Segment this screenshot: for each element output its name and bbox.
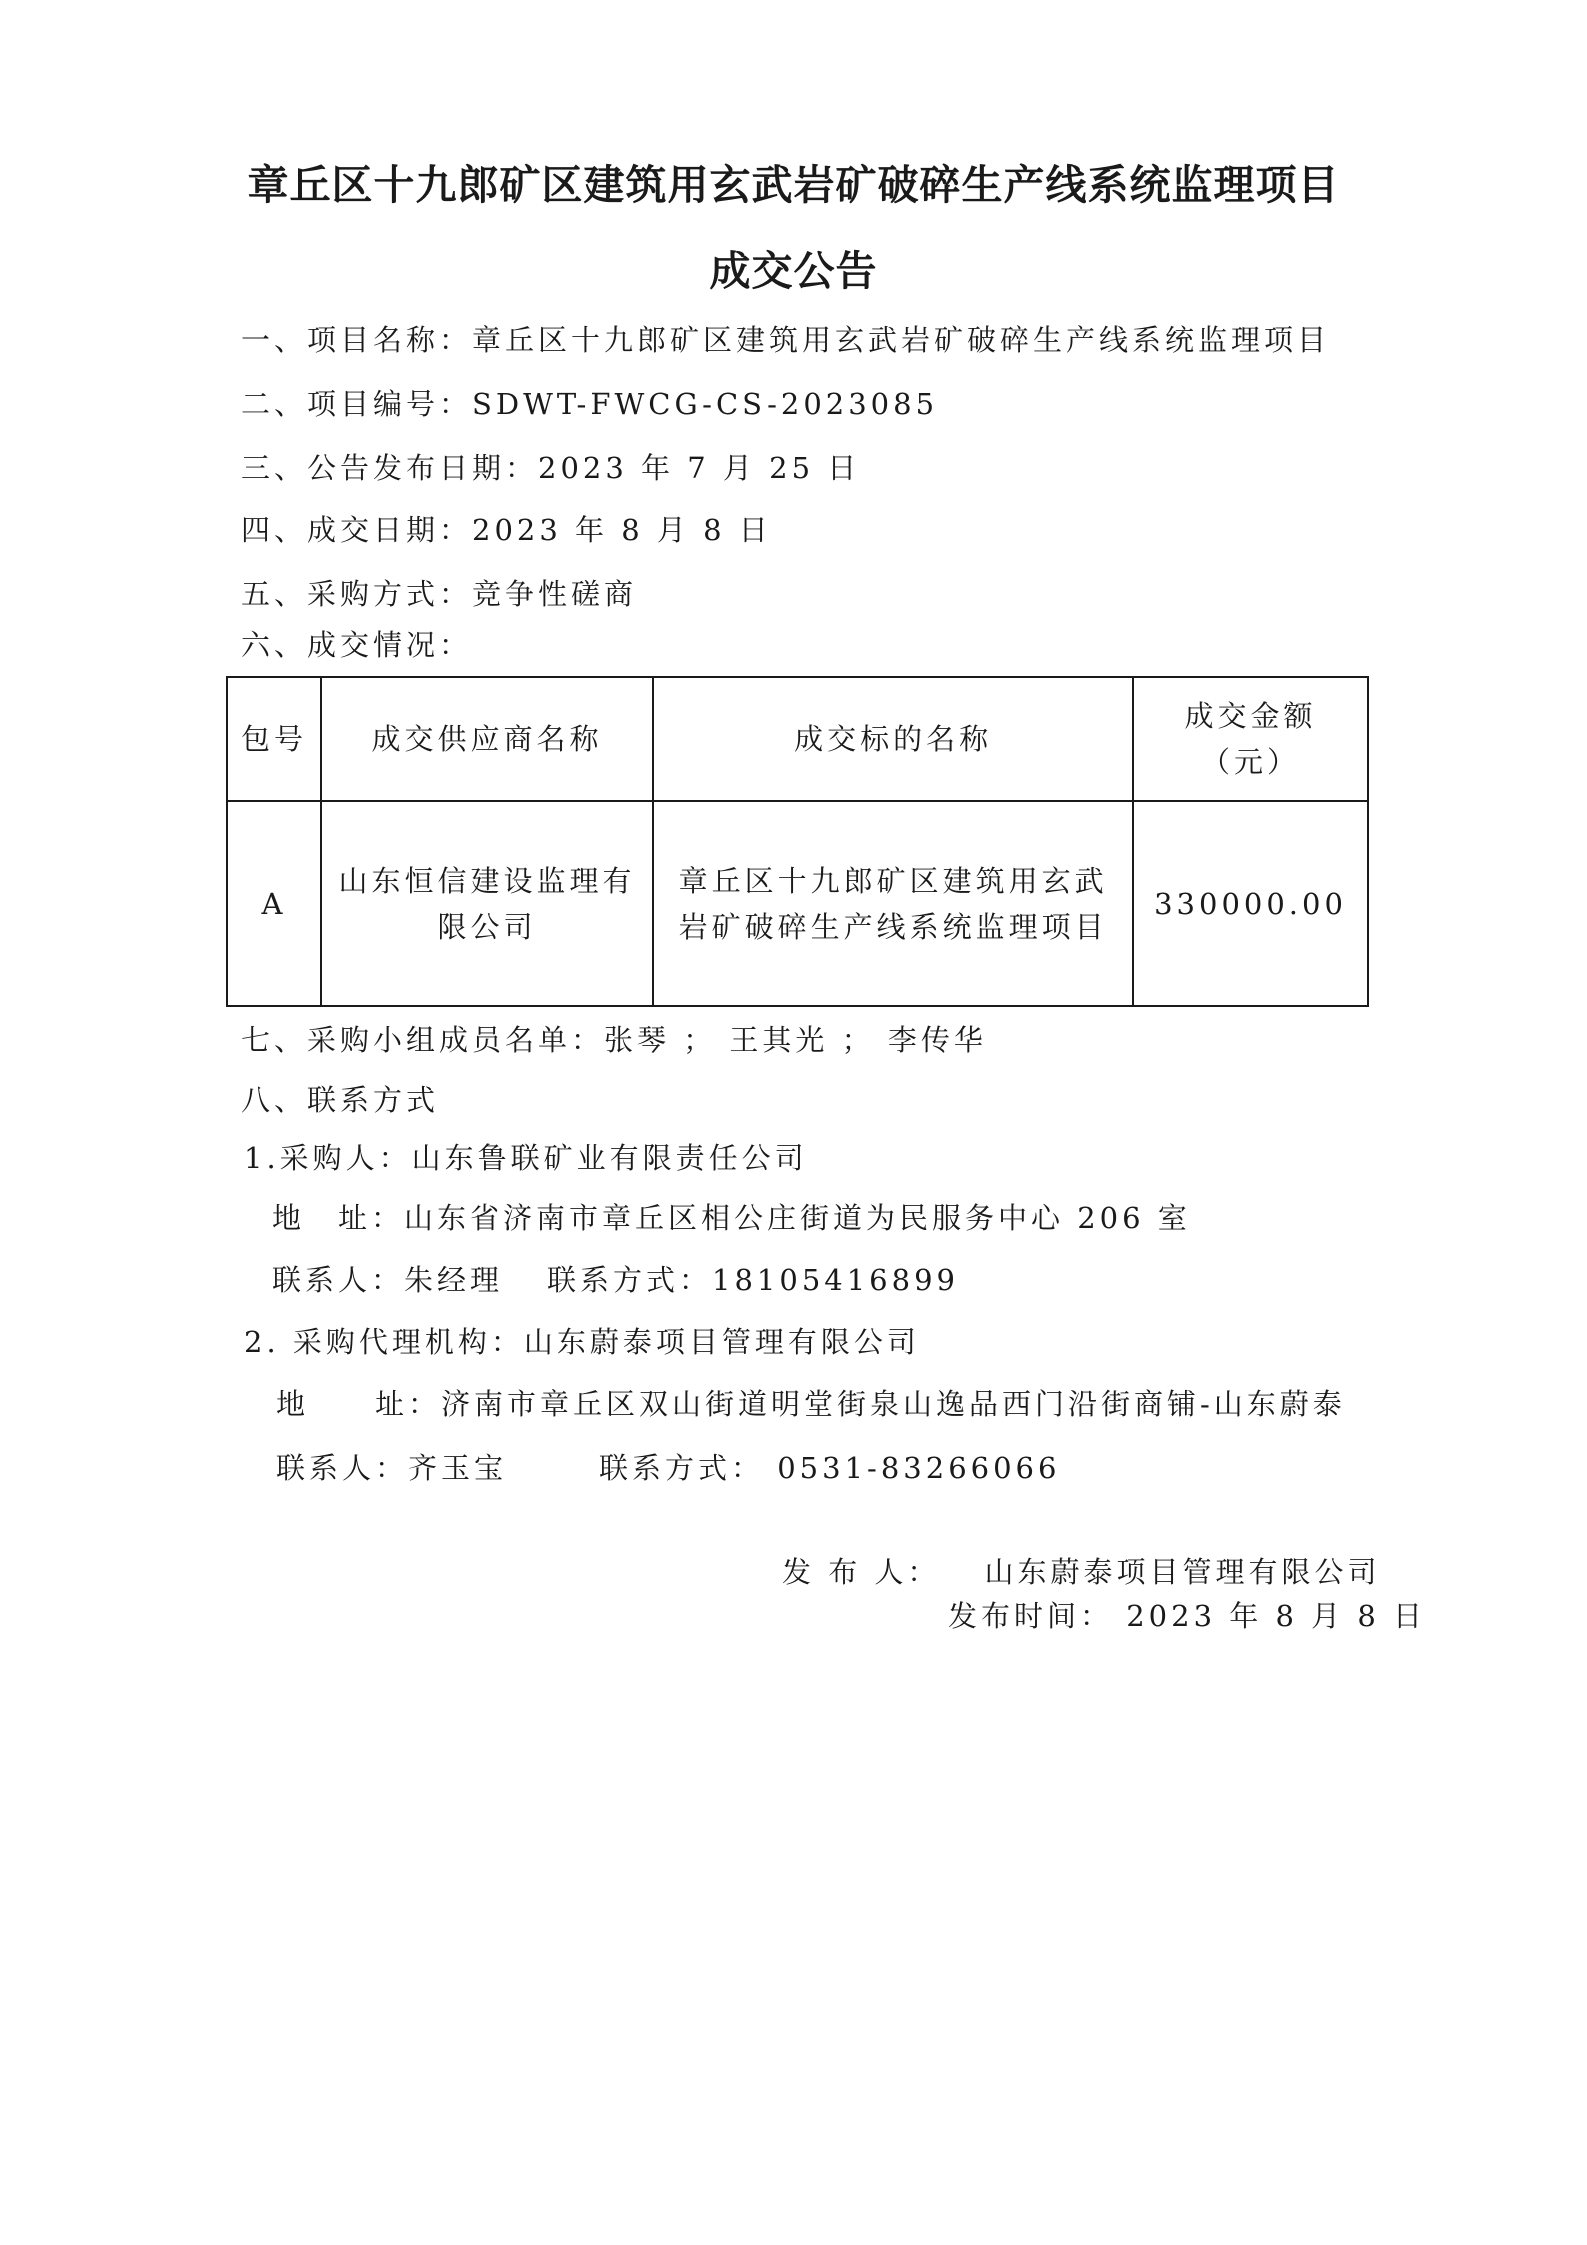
procurement-method-line: 五、采购方式：竞争性磋商 xyxy=(241,577,638,611)
purchaser-contact-person: 联系人：朱经理 xyxy=(272,1263,504,1297)
table-row xyxy=(227,801,1368,1006)
publish-date-line: 三、公告发布日期：2023 年 7 月 25 日 xyxy=(241,451,861,485)
purchaser-label: 1.采购人：山东鲁联矿业有限责任公司 xyxy=(244,1141,808,1175)
cell-supplier: 山东恒信建设监理有限公司 xyxy=(321,801,653,1006)
agency-contact-row xyxy=(276,1446,1060,1487)
cell-amount: 330000.00 xyxy=(1133,801,1368,1006)
deal-date-line: 四、成交日期：2023 年 8 月 8 日 xyxy=(241,513,772,547)
publish-time-row xyxy=(948,1594,1426,1635)
deal-status-heading: 六、成交情况： xyxy=(241,628,473,662)
header-subject: 成交标的名称 xyxy=(653,677,1133,801)
agency-address: 地 址：济南市章丘区双山街道明堂街泉山逸品西门沿街商铺-山东蔚泰 xyxy=(276,1387,1346,1421)
cell-subject: 章丘区十九郎矿区建筑用玄武岩矿破碎生产线系统监理项目 xyxy=(653,801,1133,1006)
table-header-row xyxy=(227,677,1368,801)
project-number-line: 二、项目编号：SDWT-FWCG-CS-2023085 xyxy=(241,387,939,421)
project-name-line: 一、项目名称：章丘区十九郎矿区建筑用玄武岩矿破碎生产线系统监理项目 xyxy=(241,323,1331,357)
header-amount: 成交金额（元） xyxy=(1133,677,1368,801)
publish-time-value: 2023 年 8 月 8 日 xyxy=(1126,1599,1427,1633)
publish-time-label: 发布时间： xyxy=(948,1599,1114,1633)
deal-result-table xyxy=(226,676,1369,1007)
publisher-label: 发 布 人： xyxy=(782,1555,941,1589)
purchaser-contact-row xyxy=(272,1258,959,1299)
agency-contact-method: 联系方式： 0531-83266066 xyxy=(599,1451,1061,1485)
agency-contact-person: 联系人：齐玉宝 xyxy=(276,1451,508,1485)
document-title: 章丘区十九郎矿区建筑用玄武岩矿破碎生产线系统监理项目 xyxy=(247,161,1340,209)
cell-package: A xyxy=(227,801,321,1006)
publisher-row xyxy=(782,1550,1380,1591)
purchaser-contact-method: 联系方式：18105416899 xyxy=(547,1263,959,1297)
purchaser-address: 地 址：山东省济南市章丘区相公庄街道为民服务中心 206 室 xyxy=(272,1201,1191,1235)
header-supplier: 成交供应商名称 xyxy=(321,677,653,801)
document-subtitle: 成交公告 xyxy=(709,247,878,295)
header-package: 包号 xyxy=(227,677,321,801)
publisher-name: 山东蔚泰项目管理有限公司 xyxy=(984,1555,1381,1589)
members-line: 七、采购小组成员名单：张琴 ； 王其光 ； 李传华 xyxy=(241,1023,987,1057)
agency-label: 2. 采购代理机构：山东蔚泰项目管理有限公司 xyxy=(244,1325,920,1359)
contact-heading: 八、联系方式 xyxy=(241,1083,440,1117)
